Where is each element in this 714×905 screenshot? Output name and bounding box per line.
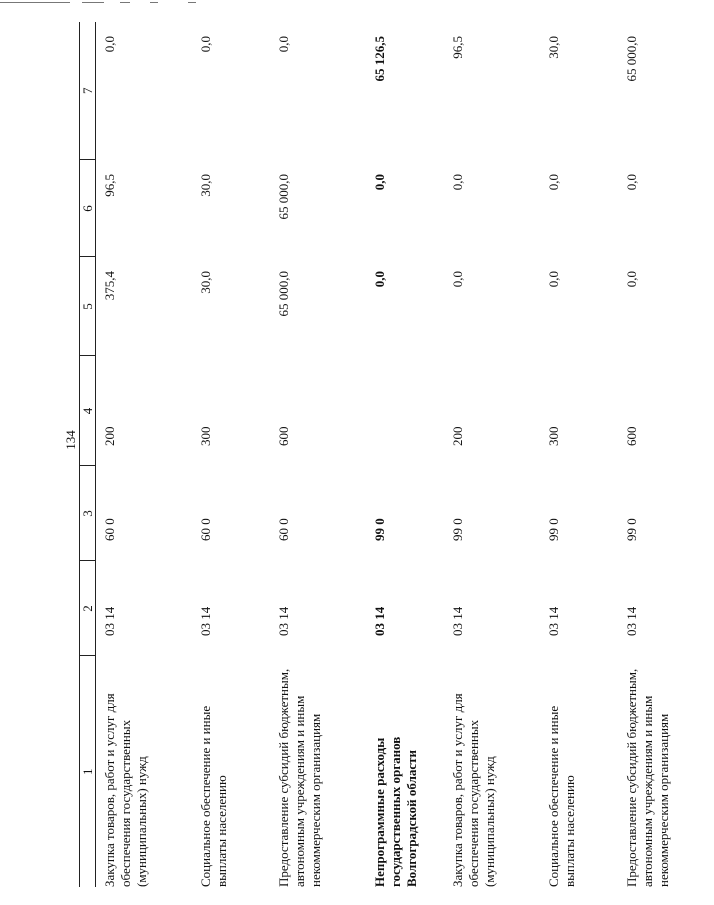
program-code-cell: 99 0 bbox=[450, 518, 465, 541]
table-header-row bbox=[80, 22, 96, 887]
value-col6-cell: 0,0 bbox=[624, 174, 639, 191]
value-col7-cell: 96,5 bbox=[450, 36, 465, 59]
value-col7-cell: 0,0 bbox=[102, 36, 117, 53]
value-col7-cell: 0,0 bbox=[198, 36, 213, 53]
scan-dash bbox=[0, 2, 70, 3]
value-col7-cell: 30,0 bbox=[546, 36, 561, 59]
value-col6-cell: 0,0 bbox=[546, 174, 561, 191]
program-code-cell: 99 0 bbox=[372, 518, 387, 541]
section-code-cell: 03 14 bbox=[450, 606, 465, 636]
value-col6-cell: 0,0 bbox=[372, 174, 387, 191]
expense-type-cell: 200 bbox=[102, 426, 117, 446]
program-code-cell: 99 0 bbox=[624, 518, 639, 541]
row-name-cell: Закупка товаров, работ и услуг для обеспечения государственных (муниципальных) нужд bbox=[102, 693, 149, 887]
expense-type-cell bbox=[366, 356, 444, 466]
value-col6-cell: 65 000,0 bbox=[276, 174, 291, 220]
section-code-cell: 03 14 bbox=[276, 606, 291, 636]
table-body bbox=[96, 22, 714, 887]
column-header: 3 bbox=[80, 466, 96, 561]
table-row bbox=[192, 22, 270, 887]
row-name-cell: Предоставление субсидий бюджетным, автономным учреждениям и иным некоммерческим организациям bbox=[624, 668, 671, 887]
column-header: 4 bbox=[80, 356, 96, 466]
budget-table bbox=[79, 22, 714, 887]
value-col5-cell: 0,0 bbox=[372, 271, 387, 288]
table-row bbox=[540, 22, 618, 887]
row-name-cell: Предоставление субсидий бюджетным, автономным учреждениям и иным некоммерческим организациям bbox=[276, 668, 323, 887]
expense-type-cell: 600 bbox=[624, 426, 639, 446]
row-name-cell: Закупка товаров, работ и услуг для обеспечения государственных (муниципальных) нужд bbox=[450, 693, 497, 887]
scan-dash bbox=[120, 2, 130, 3]
row-name-cell: Непрограммные расходы государственных органов Волгоградской области bbox=[372, 736, 419, 887]
value-col6-cell: 96,5 bbox=[102, 174, 117, 197]
table-row bbox=[366, 22, 444, 887]
column-header: 1 bbox=[80, 656, 96, 887]
table-row bbox=[96, 22, 193, 887]
row-name-cell: Социальное обеспечение и иные выплаты населению bbox=[546, 705, 577, 887]
table-row bbox=[618, 22, 714, 887]
value-col5-cell: 65 000,0 bbox=[276, 271, 291, 317]
value-col7-cell: 0,0 bbox=[276, 36, 291, 53]
expense-type-cell: 600 bbox=[276, 426, 291, 446]
table-row bbox=[270, 22, 366, 887]
value-col5-cell: 0,0 bbox=[624, 271, 639, 288]
expense-type-cell: 300 bbox=[198, 426, 213, 446]
column-header: 7 bbox=[80, 22, 96, 160]
scan-dash bbox=[188, 2, 196, 3]
value-col6-cell: 0,0 bbox=[450, 174, 465, 191]
column-header: 6 bbox=[80, 160, 96, 257]
section-code-cell: 03 14 bbox=[102, 606, 117, 636]
section-code-cell: 03 14 bbox=[372, 606, 387, 636]
program-code-cell: 60 0 bbox=[102, 518, 117, 541]
value-col5-cell: 30,0 bbox=[198, 271, 213, 294]
value-col7-cell: 65 000,0 bbox=[624, 36, 639, 82]
column-header: 2 bbox=[80, 561, 96, 656]
row-name-cell: Социальное обеспечение и иные выплаты населению bbox=[198, 705, 229, 887]
program-code-cell: 60 0 bbox=[198, 518, 213, 541]
value-col5-cell: 0,0 bbox=[546, 271, 561, 288]
expense-type-cell: 200 bbox=[450, 426, 465, 446]
expense-type-cell: 300 bbox=[546, 426, 561, 446]
value-col5-cell: 375,4 bbox=[102, 271, 117, 301]
section-code-cell: 03 14 bbox=[624, 606, 639, 636]
program-code-cell: 99 0 bbox=[546, 518, 561, 541]
value-col5-cell: 0,0 bbox=[450, 271, 465, 288]
value-col7-cell: 65 126,5 bbox=[372, 36, 387, 82]
page-number-text: 134 bbox=[63, 430, 78, 450]
program-code-cell: 60 0 bbox=[276, 518, 291, 541]
column-header: 5 bbox=[80, 257, 96, 356]
rotated-budget-table bbox=[79, 22, 671, 887]
table-row bbox=[444, 22, 540, 887]
scan-dash bbox=[82, 2, 104, 3]
section-code-cell: 03 14 bbox=[198, 606, 213, 636]
section-code-cell: 03 14 bbox=[546, 606, 561, 636]
scan-dash bbox=[150, 2, 158, 3]
value-col6-cell: 30,0 bbox=[198, 174, 213, 197]
top-scan-mark bbox=[0, 0, 200, 6]
